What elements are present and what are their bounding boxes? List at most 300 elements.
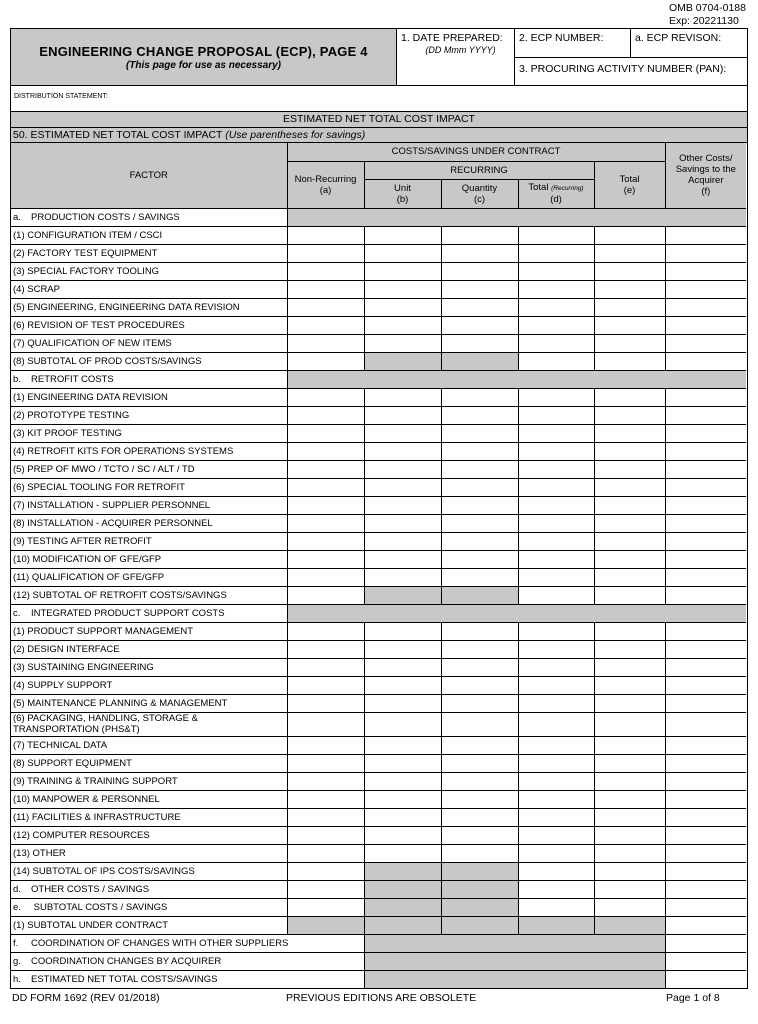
section-label-a: PRODUCTION COSTS / SAVINGS xyxy=(31,211,180,223)
factor-label: (2) PROTOTYPE TESTING xyxy=(11,406,287,424)
unit-cell[interactable] xyxy=(364,442,441,460)
section-title-b xyxy=(11,370,287,388)
unit-cell xyxy=(364,880,441,898)
form-footer xyxy=(12,992,746,1004)
other-cell[interactable] xyxy=(665,478,746,496)
quantity-cell[interactable] xyxy=(441,550,518,568)
section-title-f xyxy=(11,934,364,952)
total-recurring-cell[interactable] xyxy=(518,442,594,460)
factor-label: (10) MODIFICATION OF GFE/GFP xyxy=(11,550,287,568)
non-recurring-cell[interactable] xyxy=(287,244,364,262)
section-title-d xyxy=(11,880,287,898)
quantity-cell[interactable] xyxy=(441,280,518,298)
other-cell[interactable] xyxy=(665,586,746,604)
costs-under-contract-header: COSTS/SAVINGS UNDER CONTRACT xyxy=(287,143,665,161)
non-recurring-cell[interactable] xyxy=(287,826,364,844)
factor-label: (3) SPECIAL FACTORY TOOLING xyxy=(11,262,287,280)
recurring-header: RECURRING xyxy=(364,161,594,179)
unit-cell[interactable] xyxy=(364,406,441,424)
total-cell[interactable] xyxy=(594,388,665,406)
other-cell[interactable] xyxy=(665,262,746,280)
unit-cell[interactable] xyxy=(364,298,441,316)
other-cell[interactable] xyxy=(665,460,746,478)
total-recurring-cell[interactable] xyxy=(518,622,594,640)
non-recurring-cell[interactable] xyxy=(287,772,364,790)
quantity-cell[interactable] xyxy=(441,844,518,862)
other-cell[interactable] xyxy=(665,424,746,442)
unit-cell xyxy=(364,586,441,604)
unit-cell[interactable] xyxy=(364,790,441,808)
other-cell[interactable] xyxy=(665,880,746,898)
total-cell[interactable] xyxy=(594,844,665,862)
section-a-shaded xyxy=(287,208,746,226)
unit-cell[interactable] xyxy=(364,676,441,694)
total-cell[interactable] xyxy=(594,262,665,280)
unit-cell[interactable] xyxy=(364,226,441,244)
table-row xyxy=(11,772,746,790)
non-recurring-cell[interactable] xyxy=(287,586,364,604)
other-cell[interactable] xyxy=(665,550,746,568)
unit-cell[interactable] xyxy=(364,808,441,826)
total-recurring-cell[interactable] xyxy=(518,316,594,334)
total-cell[interactable] xyxy=(594,496,665,514)
total-cell[interactable] xyxy=(594,298,665,316)
quantity-cell[interactable] xyxy=(441,478,518,496)
total-recurring-cell[interactable] xyxy=(518,694,594,712)
date-prepared-field[interactable] xyxy=(397,29,515,85)
table-row xyxy=(11,388,746,406)
non-recurring-cell[interactable] xyxy=(287,496,364,514)
unit-cell[interactable] xyxy=(364,640,441,658)
table-row xyxy=(11,712,746,736)
unit-cell[interactable] xyxy=(364,622,441,640)
table-row xyxy=(11,862,746,880)
non-recurring-cell[interactable] xyxy=(287,880,364,898)
table-row xyxy=(11,916,746,934)
quantity-label: Quantity xyxy=(461,182,498,194)
other-cell[interactable] xyxy=(665,280,746,298)
quantity-cell xyxy=(441,586,518,604)
total-recurring-cell[interactable] xyxy=(518,424,594,442)
non-recurring-cell[interactable] xyxy=(287,658,364,676)
total-cell[interactable] xyxy=(594,736,665,754)
total-recurring-cell[interactable] xyxy=(518,898,594,916)
unit-cell[interactable] xyxy=(364,736,441,754)
section-row-a xyxy=(11,208,746,226)
total-recurring-cell[interactable] xyxy=(518,880,594,898)
non-recurring-cell[interactable] xyxy=(287,550,364,568)
ecp-revision-field[interactable] xyxy=(631,29,747,57)
total-recurring-cell[interactable] xyxy=(518,862,594,880)
total-cell[interactable] xyxy=(594,514,665,532)
non-recurring-cell[interactable] xyxy=(287,298,364,316)
factor-header: FACTOR xyxy=(11,143,287,208)
non-recurring-cell[interactable] xyxy=(287,790,364,808)
total-recurring-cell[interactable] xyxy=(518,226,594,244)
section-50-header xyxy=(11,128,747,143)
unit-cell[interactable] xyxy=(364,514,441,532)
total-recurring-cell[interactable] xyxy=(518,460,594,478)
factor-label: (7) TECHNICAL DATA xyxy=(11,736,287,754)
unit-cell[interactable] xyxy=(364,754,441,772)
factor-label: (5) MAINTENANCE PLANNING & MANAGEMENT xyxy=(11,694,287,712)
unit-cell[interactable] xyxy=(364,694,441,712)
table-row xyxy=(11,514,746,532)
total-cell[interactable] xyxy=(594,460,665,478)
total-cell[interactable] xyxy=(594,280,665,298)
factor-label: (5) PREP OF MWO / TCTO / SC / ALT / TD xyxy=(11,460,287,478)
other-cell[interactable] xyxy=(665,916,746,934)
other-cell[interactable] xyxy=(665,898,746,916)
table-row xyxy=(11,622,746,640)
other-cell[interactable] xyxy=(665,934,746,952)
other-cell[interactable] xyxy=(665,316,746,334)
total-recurring-cell[interactable] xyxy=(518,550,594,568)
quantity-cell[interactable] xyxy=(441,754,518,772)
non-recurring-cell[interactable] xyxy=(287,262,364,280)
quantity-cell[interactable] xyxy=(441,388,518,406)
quantity-cell[interactable] xyxy=(441,442,518,460)
unit-cell[interactable] xyxy=(364,826,441,844)
date-format-hint: (DD Mmm YYYY) xyxy=(425,45,496,55)
non-recurring-cell[interactable] xyxy=(287,478,364,496)
unit-cell[interactable] xyxy=(364,568,441,586)
total-recurring-cell[interactable] xyxy=(518,712,594,736)
non-recurring-cell[interactable] xyxy=(287,736,364,754)
non-recurring-cell[interactable] xyxy=(287,754,364,772)
non-recurring-cell[interactable] xyxy=(287,316,364,334)
table-row xyxy=(11,676,746,694)
other-cell[interactable] xyxy=(665,736,746,754)
unit-cell[interactable] xyxy=(364,280,441,298)
factor-label: (12) COMPUTER RESOURCES xyxy=(11,826,287,844)
total-cell[interactable] xyxy=(594,658,665,676)
page-number: Page 1 of 8 xyxy=(666,992,720,1004)
quantity-code: (c) xyxy=(473,193,486,205)
non-recurring-cell[interactable] xyxy=(287,898,364,916)
factor-label: (14) SUBTOTAL OF IPS COSTS/SAVINGS xyxy=(11,862,287,880)
factor-label: (8) SUBTOTAL OF PROD COSTS/SAVINGS xyxy=(11,352,287,370)
non-recurring-label: Non-Recurring xyxy=(294,173,357,185)
factor-label: (5) ENGINEERING, ENGINEERING DATA REVISION xyxy=(11,298,287,316)
other-cell[interactable] xyxy=(665,334,746,352)
total-cell[interactable] xyxy=(594,586,665,604)
quantity-cell[interactable] xyxy=(441,460,518,478)
total-recurring-cell[interactable] xyxy=(518,844,594,862)
total-recurring-cell[interactable] xyxy=(518,298,594,316)
non-recurring-cell[interactable] xyxy=(287,352,364,370)
unit-cell[interactable] xyxy=(364,658,441,676)
quantity-cell xyxy=(441,880,518,898)
unit-cell[interactable] xyxy=(364,712,441,736)
total-cell[interactable] xyxy=(594,862,665,880)
quantity-cell[interactable] xyxy=(441,424,518,442)
non-recurring-cell[interactable] xyxy=(287,622,364,640)
ecp-form xyxy=(10,28,748,989)
other-cell[interactable] xyxy=(665,388,746,406)
total-cell[interactable] xyxy=(594,676,665,694)
non-recurring-cell[interactable] xyxy=(287,532,364,550)
non-recurring-cell[interactable] xyxy=(287,460,364,478)
ecp-number-field[interactable] xyxy=(515,29,631,57)
other-cell[interactable] xyxy=(665,514,746,532)
total-recurring-cell[interactable] xyxy=(518,658,594,676)
other-cell[interactable] xyxy=(665,658,746,676)
total-recurring-cell[interactable] xyxy=(518,754,594,772)
quantity-cell[interactable] xyxy=(441,532,518,550)
omb-block xyxy=(669,2,746,28)
total-recurring-cell[interactable] xyxy=(518,808,594,826)
other-cell[interactable] xyxy=(665,568,746,586)
quantity-cell[interactable] xyxy=(441,826,518,844)
total-cell[interactable] xyxy=(594,754,665,772)
non-recurring-cell[interactable] xyxy=(287,514,364,532)
total-cell[interactable] xyxy=(594,898,665,916)
table-row xyxy=(11,790,746,808)
total-recurring-cell[interactable] xyxy=(518,640,594,658)
unit-cell[interactable] xyxy=(364,532,441,550)
unit-cell[interactable] xyxy=(364,772,441,790)
other-cell[interactable] xyxy=(665,790,746,808)
section-label-h: ESTIMATED NET TOTAL COSTS/SAVINGS xyxy=(31,973,218,985)
total-cell[interactable] xyxy=(594,790,665,808)
unit-cell[interactable] xyxy=(364,478,441,496)
quantity-cell[interactable] xyxy=(441,808,518,826)
quantity-cell[interactable] xyxy=(441,406,518,424)
other-cell[interactable] xyxy=(665,970,746,988)
total-recurring-cell[interactable] xyxy=(518,334,594,352)
non-recurring-cell[interactable] xyxy=(287,844,364,862)
unit-cell[interactable] xyxy=(364,496,441,514)
non-recurring-cell[interactable] xyxy=(287,694,364,712)
quantity-cell[interactable] xyxy=(441,658,518,676)
other-cell[interactable] xyxy=(665,772,746,790)
total-cell[interactable] xyxy=(594,772,665,790)
section-50-note: (Use parentheses for savings) xyxy=(225,129,366,141)
total-cell[interactable] xyxy=(594,424,665,442)
factor-label: (1) SUBTOTAL UNDER CONTRACT xyxy=(11,916,287,934)
other-cell[interactable] xyxy=(665,754,746,772)
unit-cell[interactable] xyxy=(364,460,441,478)
table-row xyxy=(11,658,746,676)
total-recurring-cell[interactable] xyxy=(518,406,594,424)
factor-label: (3) KIT PROOF TESTING xyxy=(11,424,287,442)
quantity-cell[interactable] xyxy=(441,298,518,316)
total-cell[interactable] xyxy=(594,226,665,244)
other-cell[interactable] xyxy=(665,532,746,550)
non-recurring-cell[interactable] xyxy=(287,406,364,424)
unit-cell[interactable] xyxy=(364,244,441,262)
unit-label: Unit xyxy=(394,182,411,194)
total-recurring-cell[interactable] xyxy=(518,532,594,550)
factor-label: (7) QUALIFICATION OF NEW ITEMS xyxy=(11,334,287,352)
table-row xyxy=(11,844,746,862)
quantity-cell[interactable] xyxy=(441,676,518,694)
other-cell[interactable] xyxy=(665,952,746,970)
form-title-block xyxy=(11,29,397,85)
other-cell[interactable] xyxy=(665,640,746,658)
total-cell[interactable] xyxy=(594,244,665,262)
non-recurring-cell[interactable] xyxy=(287,442,364,460)
quantity-cell[interactable] xyxy=(441,568,518,586)
total-cell xyxy=(594,916,665,934)
table-row xyxy=(11,244,746,262)
factor-label: (2) DESIGN INTERFACE xyxy=(11,640,287,658)
quantity-cell[interactable] xyxy=(441,694,518,712)
total-recurring-cell[interactable] xyxy=(518,262,594,280)
unit-header xyxy=(364,179,441,208)
non-recurring-cell[interactable] xyxy=(287,424,364,442)
non-recurring-cell[interactable] xyxy=(287,568,364,586)
unit-cell[interactable] xyxy=(364,262,441,280)
total-cell[interactable] xyxy=(594,406,665,424)
quantity-cell[interactable] xyxy=(441,790,518,808)
total-recurring-cell[interactable] xyxy=(518,826,594,844)
section-row-d xyxy=(11,880,746,898)
unit-cell[interactable] xyxy=(364,316,441,334)
other-cell[interactable] xyxy=(665,298,746,316)
quantity-cell[interactable] xyxy=(441,262,518,280)
other-cell[interactable] xyxy=(665,496,746,514)
total-recurring-cell xyxy=(518,916,594,934)
table-row xyxy=(11,226,746,244)
non-recurring-cell[interactable] xyxy=(287,334,364,352)
total-cell[interactable] xyxy=(594,826,665,844)
unit-cell[interactable] xyxy=(364,844,441,862)
total-recurring-code: (d) xyxy=(550,194,562,205)
table-row xyxy=(11,550,746,568)
total-cell[interactable] xyxy=(594,808,665,826)
other-cell[interactable] xyxy=(665,226,746,244)
non-recurring-cell[interactable] xyxy=(287,712,364,736)
total-recurring-cell[interactable] xyxy=(518,568,594,586)
other-cell[interactable] xyxy=(665,712,746,736)
omb-number: OMB 0704-0188 xyxy=(668,2,746,14)
factor-label: (4) SCRAP xyxy=(11,280,287,298)
other-cell[interactable] xyxy=(665,844,746,862)
quantity-cell[interactable] xyxy=(441,736,518,754)
other-cell[interactable] xyxy=(665,808,746,826)
total-cell[interactable] xyxy=(594,880,665,898)
unit-cell[interactable] xyxy=(364,388,441,406)
non-recurring-cell[interactable] xyxy=(287,226,364,244)
quantity-cell[interactable] xyxy=(441,640,518,658)
total-cell[interactable] xyxy=(594,532,665,550)
total-cell[interactable] xyxy=(594,640,665,658)
unit-cell[interactable] xyxy=(364,424,441,442)
total-recurring-cell[interactable] xyxy=(518,514,594,532)
other-cell[interactable] xyxy=(665,406,746,424)
non-recurring-cell[interactable] xyxy=(287,280,364,298)
quantity-cell xyxy=(441,352,518,370)
section-band-title: ESTIMATED NET TOTAL COST IMPACT xyxy=(11,112,747,128)
distribution-statement-field[interactable] xyxy=(11,86,747,112)
total-cell[interactable] xyxy=(594,568,665,586)
total-recurring-cell[interactable] xyxy=(518,244,594,262)
quantity-cell xyxy=(441,916,518,934)
total-recurring-cell[interactable] xyxy=(518,496,594,514)
factor-label: (11) QUALIFICATION OF GFE/GFP xyxy=(11,568,287,586)
other-cell[interactable] xyxy=(665,862,746,880)
unit-cell[interactable] xyxy=(364,550,441,568)
quantity-cell xyxy=(441,862,518,880)
table-row xyxy=(11,808,746,826)
quantity-cell[interactable] xyxy=(441,496,518,514)
total-recurring-cell[interactable] xyxy=(518,586,594,604)
quantity-cell[interactable] xyxy=(441,226,518,244)
total-recurring-cell[interactable] xyxy=(518,736,594,754)
cost-impact-table xyxy=(11,143,746,988)
quantity-cell[interactable] xyxy=(441,334,518,352)
quantity-cell[interactable] xyxy=(441,622,518,640)
factor-label: (10) MANPOWER & PERSONNEL xyxy=(11,790,287,808)
section-row-h xyxy=(11,970,746,988)
total-cell[interactable] xyxy=(594,478,665,496)
unit-cell xyxy=(364,862,441,880)
cost-impact-body xyxy=(11,208,746,988)
total-cell[interactable] xyxy=(594,622,665,640)
non-recurring-cell[interactable] xyxy=(287,808,364,826)
quantity-cell[interactable] xyxy=(441,772,518,790)
section-label-g: COORDINATION CHANGES BY ACQUIRER xyxy=(31,955,222,967)
total-cell[interactable] xyxy=(594,550,665,568)
total-cell[interactable] xyxy=(594,316,665,334)
quantity-cell[interactable] xyxy=(441,514,518,532)
total-recurring-cell[interactable] xyxy=(518,676,594,694)
total-recurring-cell[interactable] xyxy=(518,352,594,370)
pan-field[interactable] xyxy=(515,58,747,85)
table-row xyxy=(11,334,746,352)
table-row xyxy=(11,460,746,478)
other-cell[interactable] xyxy=(665,352,746,370)
total-cell[interactable] xyxy=(594,442,665,460)
table-row xyxy=(11,406,746,424)
other-costs-code: (f) xyxy=(701,186,711,198)
total-recurring-cell[interactable] xyxy=(518,790,594,808)
other-cell[interactable] xyxy=(665,694,746,712)
total-cell[interactable] xyxy=(594,352,665,370)
total-cell[interactable] xyxy=(594,712,665,736)
obsolete-notice: PREVIOUS EDITIONS ARE OBSOLETE xyxy=(286,992,477,1004)
total-recurring-cell[interactable] xyxy=(518,388,594,406)
factor-label: (6) SPECIAL TOOLING FOR RETROFIT xyxy=(11,478,287,496)
unit-cell[interactable] xyxy=(364,334,441,352)
total-recurring-cell[interactable] xyxy=(518,772,594,790)
other-costs-label: Other Costs/ Savings to the Acquirer xyxy=(675,153,736,187)
quantity-cell[interactable] xyxy=(441,244,518,262)
section-letter-c: c. xyxy=(13,607,21,619)
non-recurring-code: (a) xyxy=(319,184,332,196)
total-header xyxy=(594,161,665,208)
total-recurring-cell[interactable] xyxy=(518,280,594,298)
total-recurring-cell[interactable] xyxy=(518,478,594,496)
other-cell[interactable] xyxy=(665,622,746,640)
total-code: (e) xyxy=(623,184,636,196)
other-cell[interactable] xyxy=(665,676,746,694)
section-f-shaded xyxy=(364,934,665,952)
total-cell[interactable] xyxy=(594,694,665,712)
other-cell[interactable] xyxy=(665,244,746,262)
quantity-cell[interactable] xyxy=(441,712,518,736)
quantity-cell[interactable] xyxy=(441,316,518,334)
non-recurring-cell[interactable] xyxy=(287,676,364,694)
non-recurring-cell[interactable] xyxy=(287,862,364,880)
other-cell[interactable] xyxy=(665,826,746,844)
total-cell[interactable] xyxy=(594,334,665,352)
non-recurring-cell[interactable] xyxy=(287,640,364,658)
other-cell[interactable] xyxy=(665,442,746,460)
non-recurring-cell[interactable] xyxy=(287,388,364,406)
